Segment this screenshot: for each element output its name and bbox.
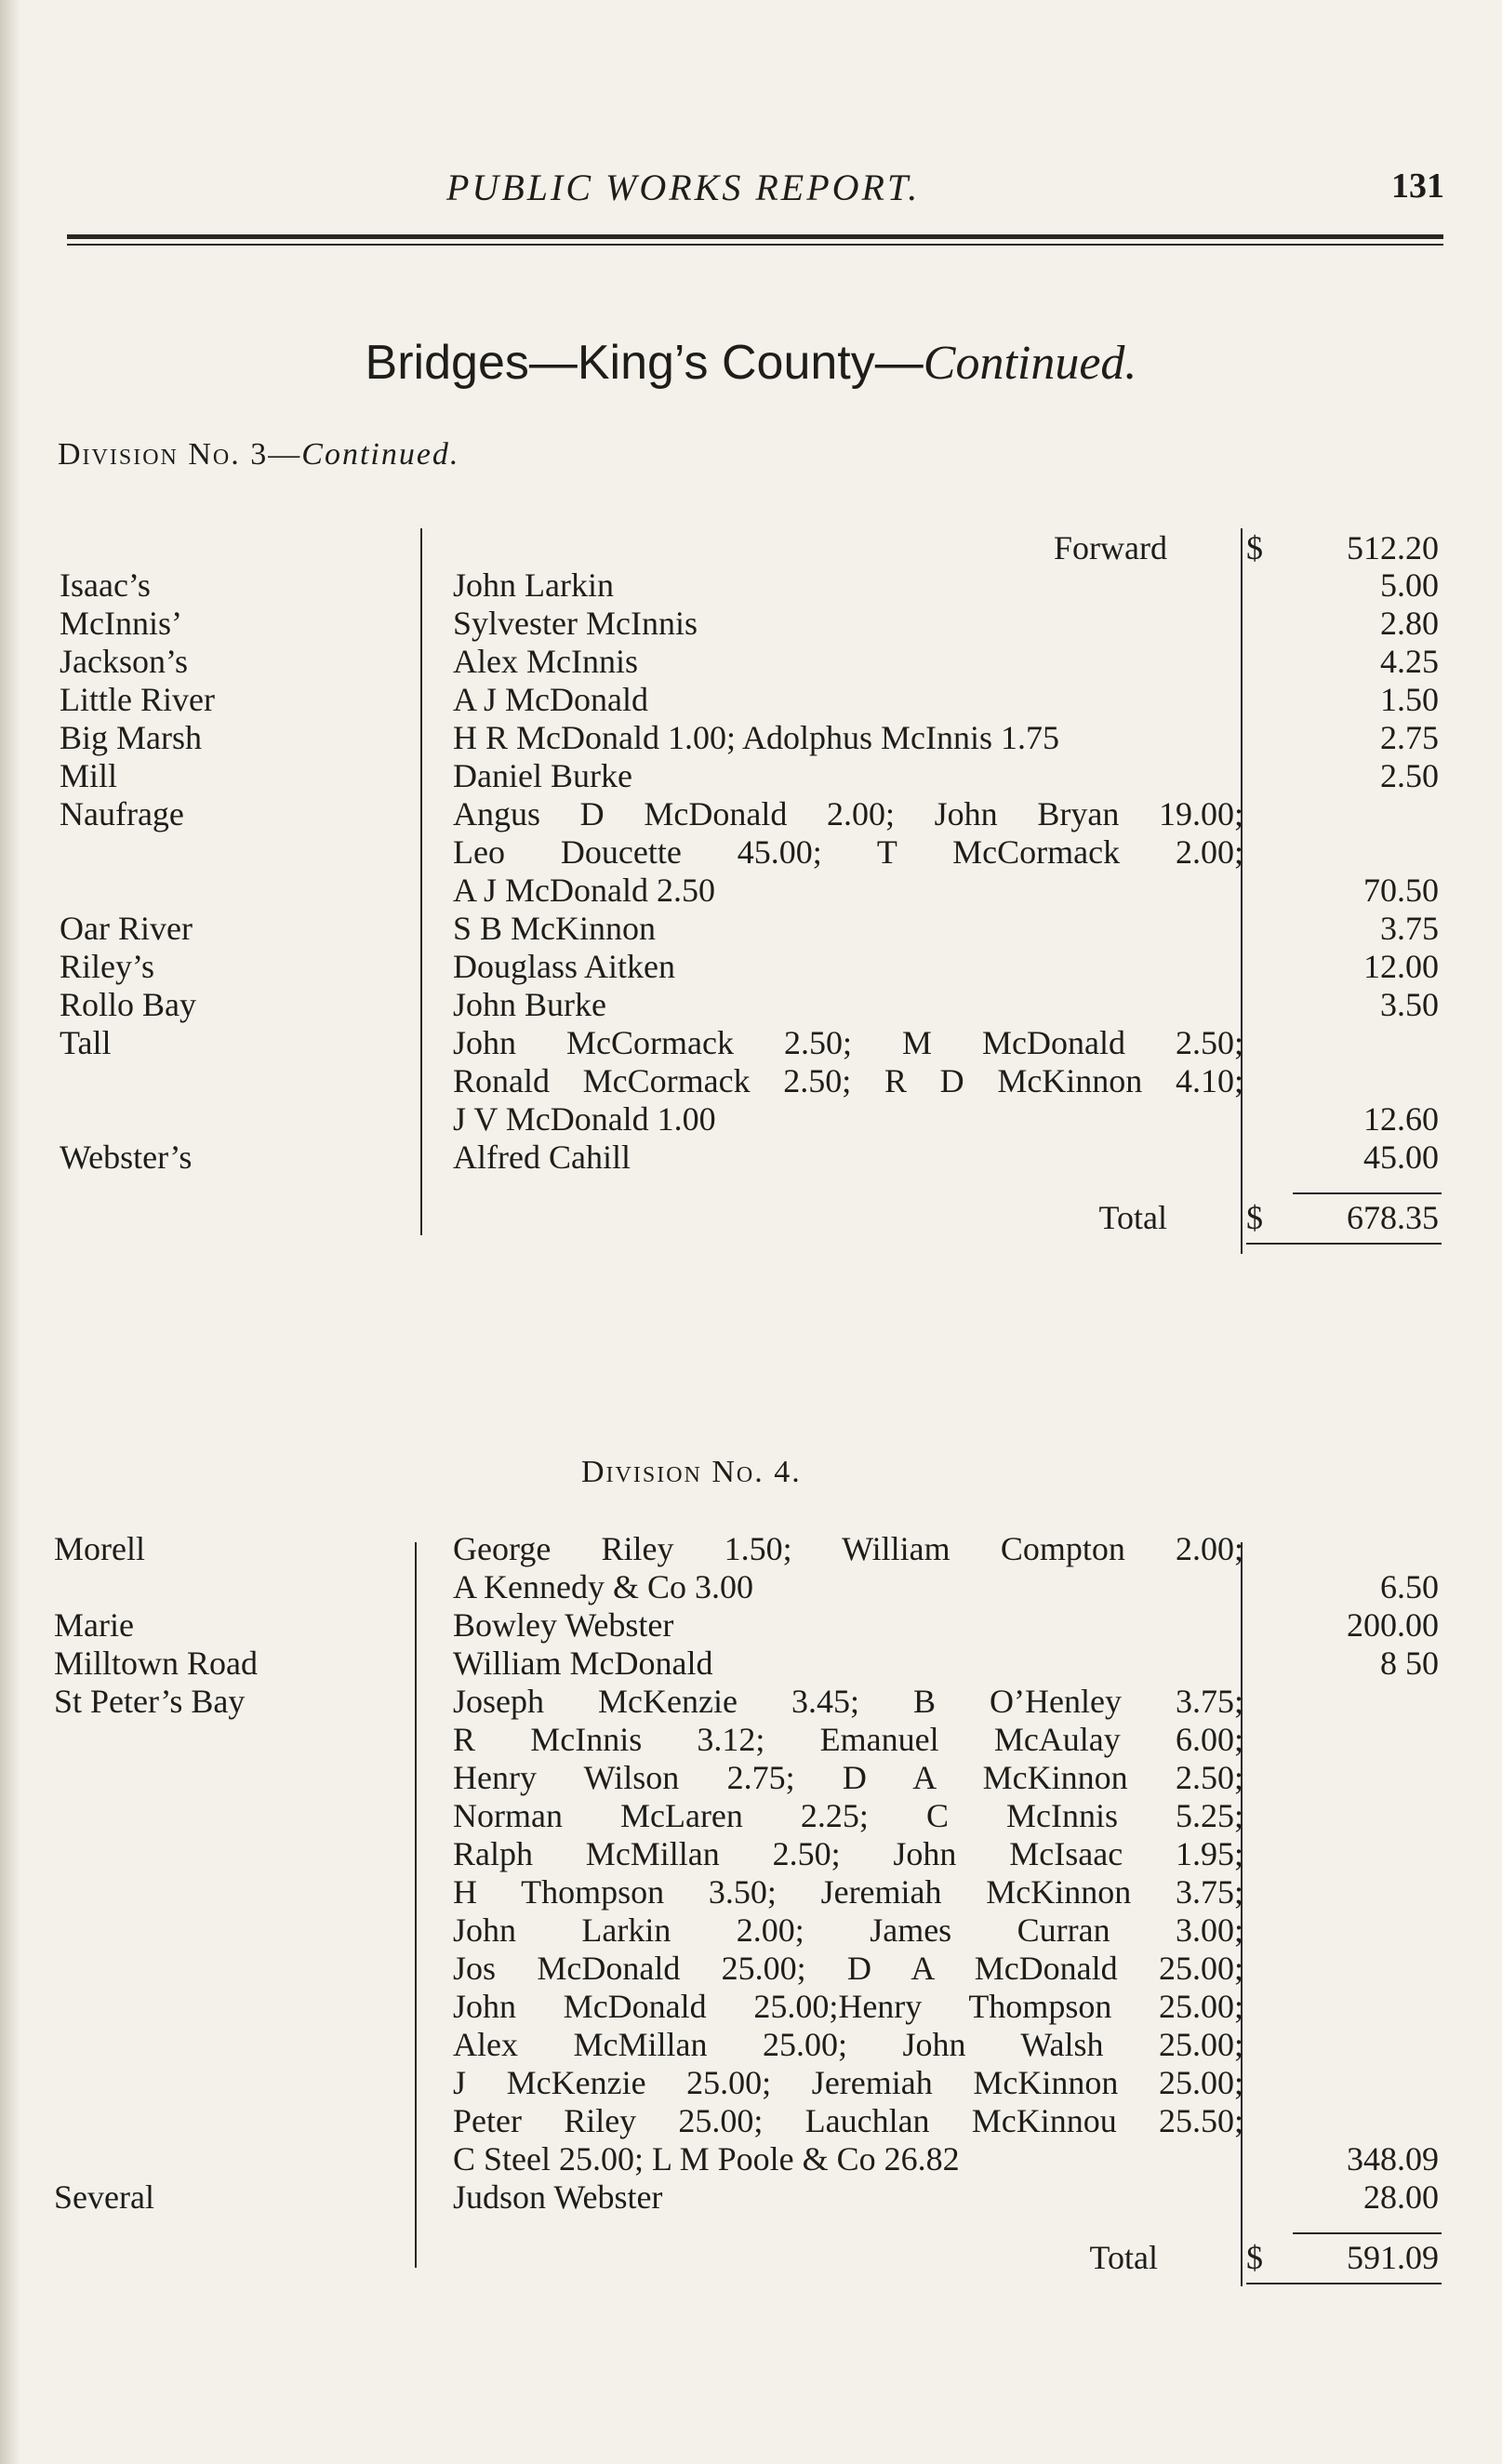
ledger-row xyxy=(0,1529,1502,1568)
payee-entry: John Larkin 2.00; James Curran 3.00; xyxy=(453,1911,1243,1949)
amount: 1.50 xyxy=(1380,681,1439,718)
ledger-row xyxy=(0,1834,1502,1873)
amount: 348.09 xyxy=(1347,2140,1439,2178)
ledger-row xyxy=(0,1023,1502,1062)
division-3-total-dollar: $ xyxy=(1246,1199,1263,1236)
ledger-row xyxy=(0,832,1502,872)
ledger-row xyxy=(0,2139,1502,2178)
amount: 3.50 xyxy=(1380,986,1439,1023)
payee-entry: Joseph McKenzie 3.45; B O’Henley 3.75; xyxy=(453,1683,1243,1720)
ledger-row xyxy=(0,985,1502,1024)
ledger-row xyxy=(0,909,1502,948)
amount: 12.60 xyxy=(1363,1100,1439,1138)
bridge-name: Oar River xyxy=(60,910,193,947)
payee-entry: John McCormack 2.50; M McDonald 2.50; xyxy=(453,1024,1243,1061)
payee-entry: A J McDonald 2.50 xyxy=(453,872,715,909)
amount: 2.75 xyxy=(1380,719,1439,756)
amount: 28.00 xyxy=(1363,2178,1439,2216)
bridge-name: Morell xyxy=(54,1530,145,1567)
payee-entry: Judson Webster xyxy=(453,2178,663,2216)
division-4-sum-rule xyxy=(1293,2232,1442,2234)
bridge-name: McInnis’ xyxy=(60,605,182,642)
bridge-name: Riley’s xyxy=(60,948,155,985)
payee-entry: Alex McInnis xyxy=(453,643,638,680)
section-title-continued: Continued. xyxy=(923,337,1137,390)
division-4-total-row xyxy=(0,2238,1502,2277)
running-head: PUBLIC WORKS REPORT. xyxy=(446,166,921,208)
amount: 5.00 xyxy=(1380,566,1439,604)
payee-entry: Henry Wilson 2.75; D A McKinnon 2.50; xyxy=(453,1759,1243,1796)
ledger-row xyxy=(0,1061,1502,1100)
division-4-total-dollar: $ xyxy=(1246,2239,1263,2276)
bridge-name: Little River xyxy=(60,681,215,718)
ledger-row xyxy=(0,1911,1502,1950)
payee-entry: John McDonald 25.00;Henry Thompson 25.00; xyxy=(453,1988,1243,2025)
payee-entry: Douglass Aitken xyxy=(453,948,675,985)
section-title-main: Bridges—King’s County— xyxy=(365,336,924,390)
bridge-name: Several xyxy=(54,2178,154,2216)
ledger-row xyxy=(0,642,1502,681)
amount: 2.50 xyxy=(1380,757,1439,794)
division-4-label: Division No. 4. xyxy=(581,1455,802,1489)
division-3-sum-rule xyxy=(1293,1192,1442,1194)
bridge-name: Naufrage xyxy=(60,795,184,832)
ledger-row xyxy=(0,1720,1502,1759)
division-3-total-amount: 678.35 xyxy=(1347,1199,1439,1236)
payee-entry: A Kennedy & Co 3.00 xyxy=(453,1568,753,1605)
payee-entry: George Riley 1.50; William Compton 2.00; xyxy=(453,1530,1243,1567)
payee-entry: Leo Doucette 45.00; T McCormack 2.00; xyxy=(453,833,1243,871)
division-4-total-label: Total xyxy=(1089,2239,1158,2276)
ledger-row xyxy=(0,2025,1502,2064)
payee-entry: Ralph McMillan 2.50; John McIsaac 1.95; xyxy=(453,1835,1243,1872)
ledger-row xyxy=(0,2063,1502,2102)
payee-entry: Daniel Burke xyxy=(453,757,632,794)
ledger-row xyxy=(0,566,1502,605)
division-4-total-underline xyxy=(1246,2283,1442,2284)
ledger-row xyxy=(0,871,1502,910)
ledger-row xyxy=(0,1138,1502,1177)
payee-entry: Bowley Webster xyxy=(453,1606,674,1644)
amount: 45.00 xyxy=(1363,1139,1439,1176)
amount: 3.75 xyxy=(1380,910,1439,947)
ledger-row xyxy=(0,1644,1502,1683)
bridge-name: Milltown Road xyxy=(54,1645,259,1682)
ledger-row xyxy=(0,1987,1502,2026)
payee-entry: John Larkin xyxy=(453,566,614,604)
ledger-row xyxy=(0,756,1502,795)
payee-entry: Alfred Cahill xyxy=(453,1139,631,1176)
page-number: 131 xyxy=(1391,166,1444,206)
ledger-row xyxy=(0,1099,1502,1139)
payee-entry: S B McKinnon xyxy=(453,910,657,947)
payee-entry: Angus D McDonald 2.00; John Bryan 19.00; xyxy=(453,795,1243,832)
payee-entry: Alex McMillan 25.00; John Walsh 25.00; xyxy=(453,2026,1243,2063)
bridge-name: St Peter’s Bay xyxy=(54,1683,246,1720)
payee-entry: Jos McDonald 25.00; D A McDonald 25.00; xyxy=(453,1950,1243,1987)
bridge-name: Isaac’s xyxy=(60,566,151,604)
ledger-row xyxy=(0,604,1502,643)
bridge-name: Webster’s xyxy=(60,1139,193,1176)
amount: 4.25 xyxy=(1380,643,1439,680)
division-3-total-underline xyxy=(1246,1243,1442,1245)
header-rule-thin xyxy=(67,244,1443,246)
division-4-heading xyxy=(581,1455,802,1490)
division-3-total-row xyxy=(0,1198,1502,1237)
bridge-name: Jackson’s xyxy=(60,643,188,680)
amount: 2.80 xyxy=(1380,605,1439,642)
bridge-name: Marie xyxy=(54,1606,134,1644)
ledger-row xyxy=(0,2101,1502,2140)
payee-entry: John Burke xyxy=(453,986,606,1023)
bridge-name: Mill xyxy=(60,757,118,794)
forward-label: Forward xyxy=(1054,529,1167,566)
payee-entry: H R McDonald 1.00; Adolphus McInnis 1.75 xyxy=(453,719,1059,756)
amount: 12.00 xyxy=(1363,948,1439,985)
division-3-continued: Continued. xyxy=(301,437,460,472)
ledger-row xyxy=(0,1682,1502,1721)
division-4-total-amount: 591.09 xyxy=(1347,2239,1439,2276)
bridge-name: Tall xyxy=(60,1024,112,1061)
ledger-row xyxy=(0,680,1502,719)
ledger-row xyxy=(0,1872,1502,1911)
payee-entry: J McKenzie 25.00; Jeremiah McKinnon 25.00; xyxy=(453,2064,1243,2101)
ledger-row xyxy=(0,2178,1502,2217)
ledger-row xyxy=(0,718,1502,757)
payee-entry: J V McDonald 1.00 xyxy=(453,1100,716,1138)
division-3-heading xyxy=(58,437,459,473)
amount: 6.50 xyxy=(1380,1568,1439,1605)
payee-entry: R McInnis 3.12; Emanuel McAulay 6.00; xyxy=(453,1721,1243,1758)
header-rule xyxy=(67,234,1443,239)
ledger-row xyxy=(0,1758,1502,1797)
forward-dollar: $ xyxy=(1246,529,1263,566)
section-title xyxy=(0,335,1502,391)
amount: 200.00 xyxy=(1347,1606,1439,1644)
payee-entry: William McDonald xyxy=(453,1645,713,1682)
amount: 70.50 xyxy=(1363,872,1439,909)
payee-entry: Ronald McCormack 2.50; R D McKinnon 4.10; xyxy=(453,1062,1243,1099)
forward-amount: 512.20 xyxy=(1347,529,1439,566)
amount: 8 50 xyxy=(1380,1645,1439,1682)
payee-entry: A J McDonald xyxy=(453,681,648,718)
ledger-row xyxy=(0,794,1502,833)
payee-entry: Peter Riley 25.00; Lauchlan McKinnou 25.50; xyxy=(453,2102,1243,2139)
payee-entry: C Steel 25.00; L M Poole & Co 26.82 xyxy=(453,2140,960,2178)
ledger-row xyxy=(0,1949,1502,1988)
bridge-name: Rollo Bay xyxy=(60,986,197,1023)
bridge-name: Big Marsh xyxy=(60,719,202,756)
payee-entry: H Thompson 3.50; Jeremiah McKinnon 3.75; xyxy=(453,1873,1243,1911)
ledger-row xyxy=(0,1796,1502,1835)
ledger-row xyxy=(0,947,1502,986)
payee-entry: Sylvester McInnis xyxy=(453,605,698,642)
division-3-label: Division No. 3— xyxy=(58,437,302,472)
division-3-total-label: Total xyxy=(1098,1199,1167,1236)
payee-entry: Norman McLaren 2.25; C McInnis 5.25; xyxy=(453,1797,1243,1834)
ledger-row xyxy=(0,1605,1502,1645)
ledger-row xyxy=(0,1567,1502,1606)
forward-row xyxy=(0,528,1502,567)
